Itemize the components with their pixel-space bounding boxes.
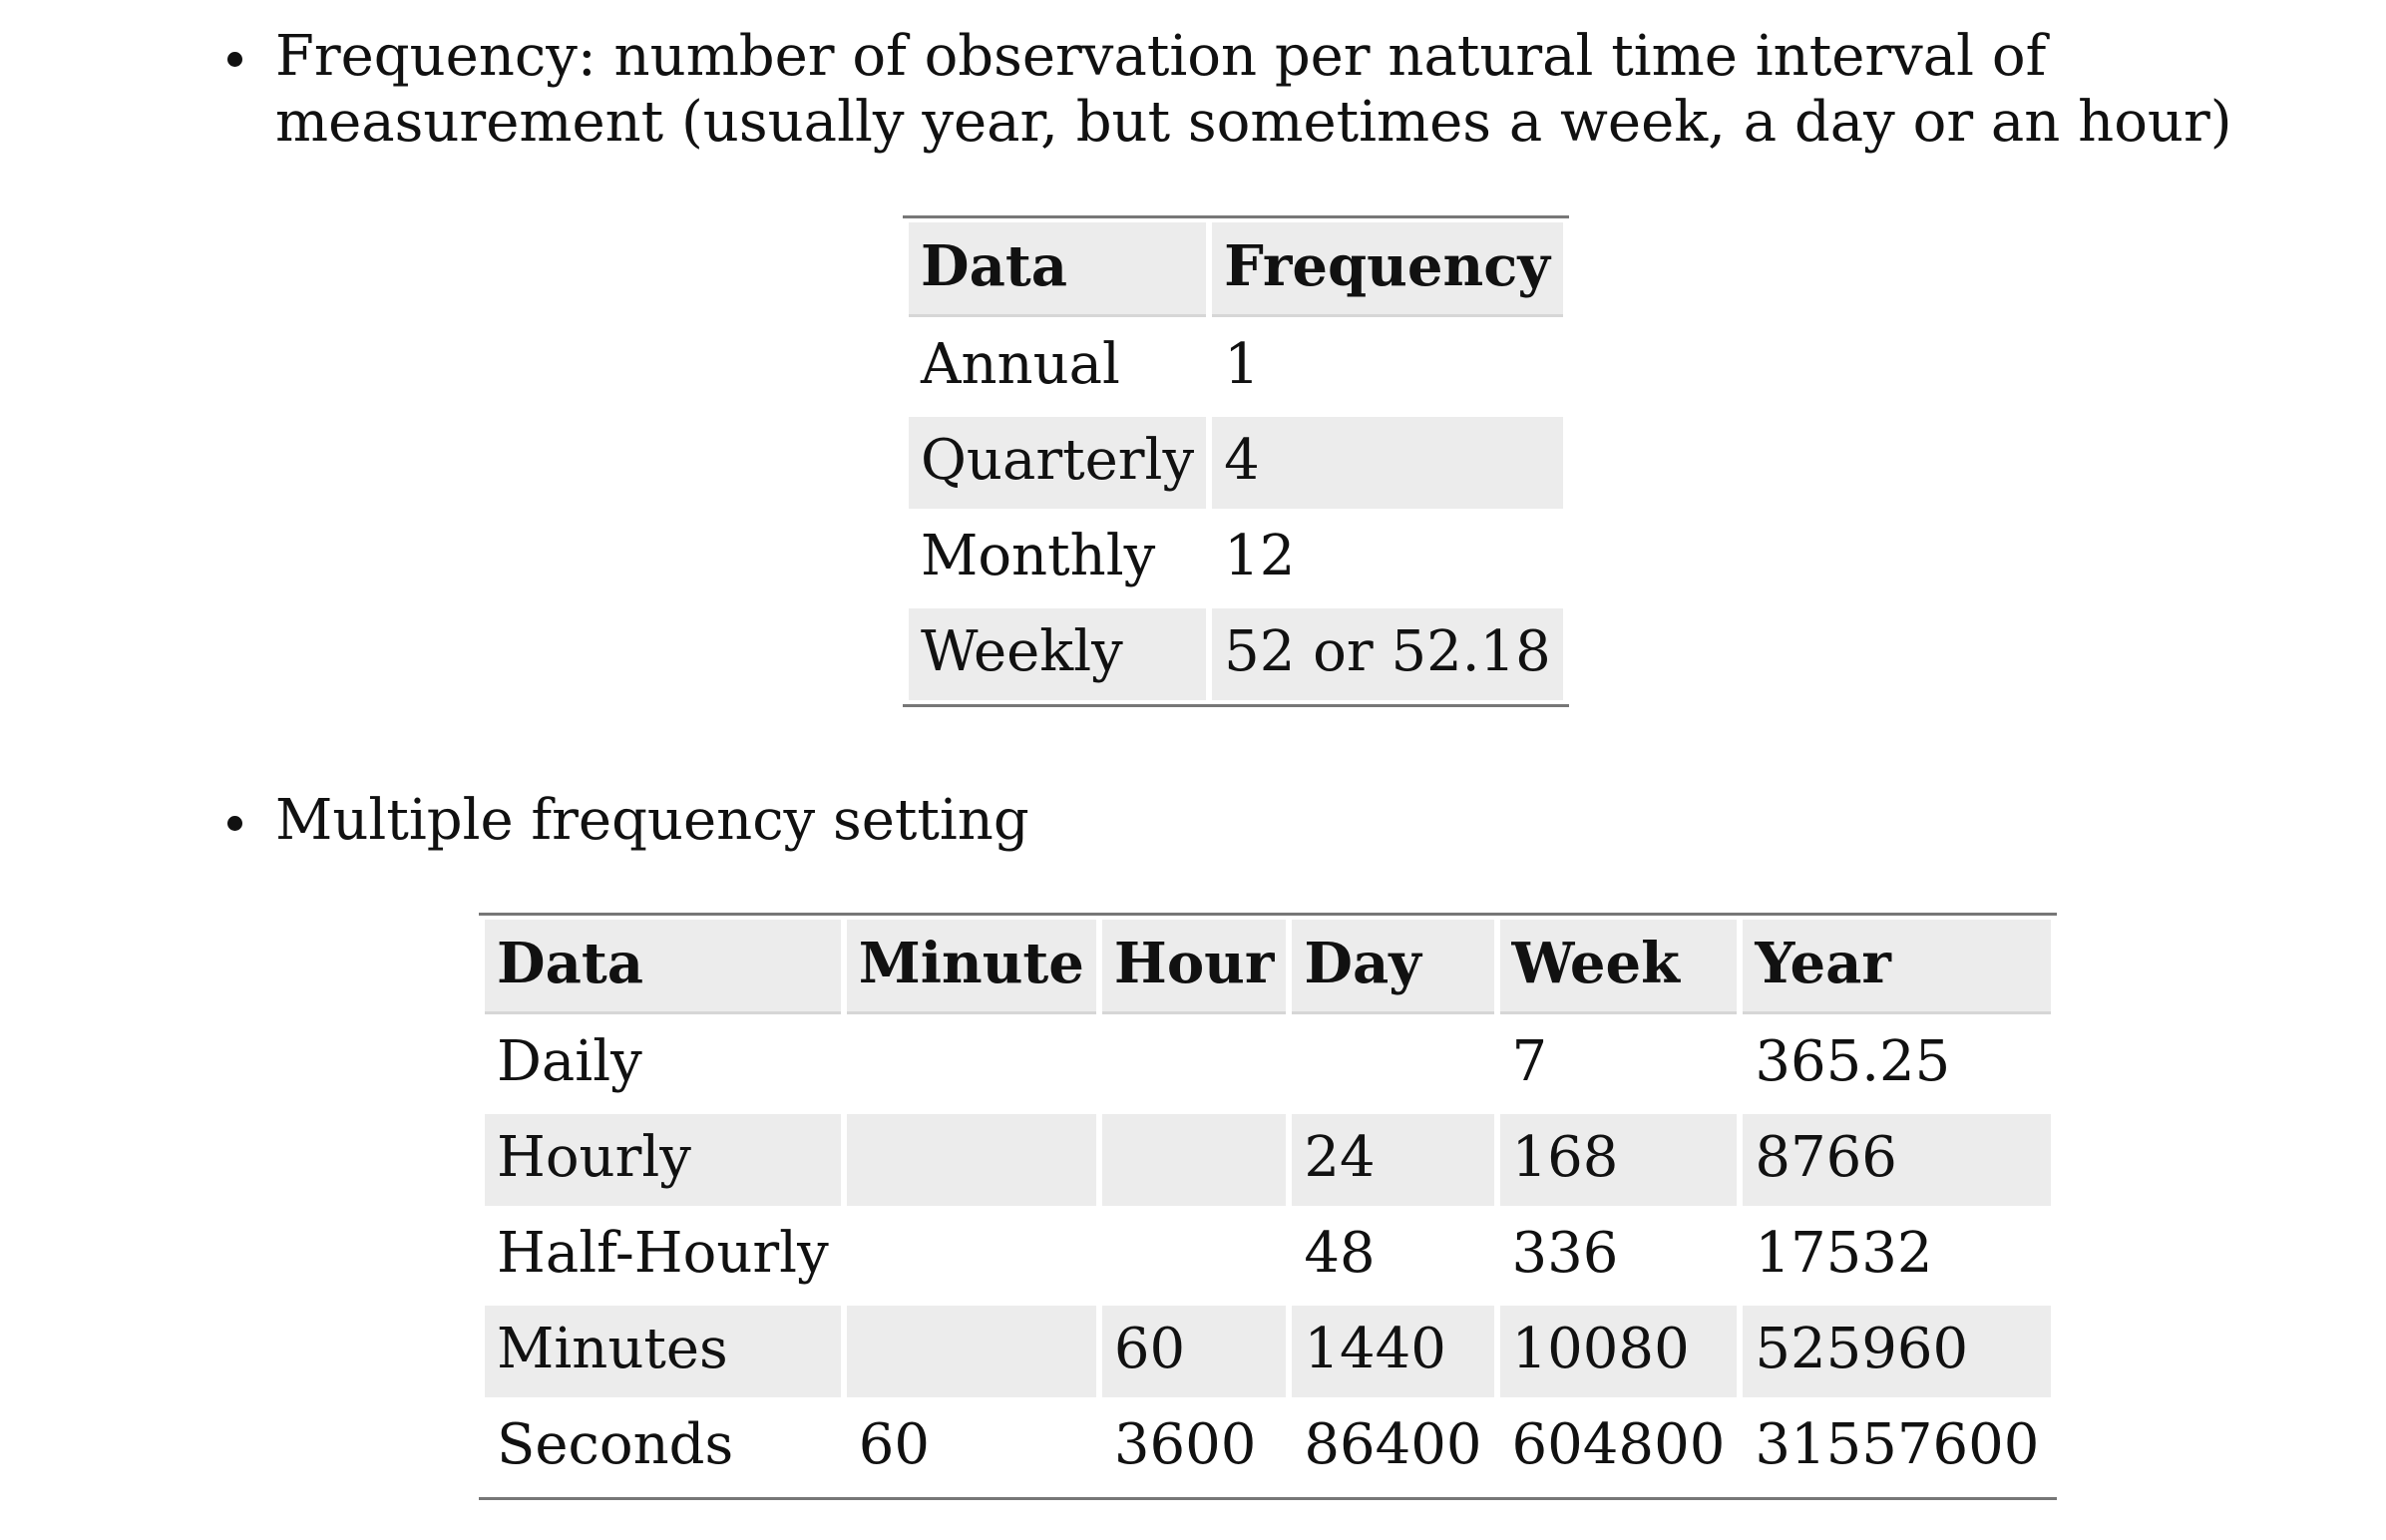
- bullet-item-frequency: [227, 24, 2232, 156]
- bullet-dot: [227, 52, 242, 67]
- column-header-day: Day: [1292, 920, 1493, 1014]
- bullet-text: [275, 788, 1029, 854]
- table-cell: 8766: [1743, 1114, 2051, 1206]
- bullet-text-line: measurement (usually year, but sometimes a week, a day or an hour): [275, 90, 2232, 155]
- bullet-text: [275, 24, 2232, 156]
- column-header-week: Week: [1500, 920, 1738, 1014]
- table-row: [909, 513, 1563, 604]
- table-cell: 31557600: [1755, 1412, 2040, 1477]
- table-cell: 60: [1102, 1306, 1286, 1397]
- table-cell: 3600: [1113, 1412, 1257, 1477]
- table-cell: [1292, 1018, 1493, 1110]
- frequency-table: [903, 215, 1569, 707]
- table-cell: Weekly: [909, 608, 1206, 700]
- table-cell: 604800: [1511, 1412, 1726, 1477]
- table-cell: 1: [1224, 332, 1260, 397]
- table-row: [485, 1018, 2051, 1110]
- table-cell: 4: [1212, 417, 1563, 509]
- table-cell: 7: [1511, 1029, 1548, 1094]
- table-cell: Minutes: [485, 1306, 841, 1397]
- table-row: [485, 1114, 2051, 1206]
- multiple-frequency-table: [479, 913, 2057, 1500]
- table-cell: [847, 1306, 1096, 1397]
- table-cell: 1440: [1292, 1306, 1493, 1397]
- table-cell: Half-Hourly: [497, 1221, 829, 1286]
- table-row: [485, 1210, 2051, 1302]
- table-cell: Annual: [921, 332, 1120, 397]
- column-header-data: Data: [909, 222, 1206, 317]
- table-cell: 336: [1511, 1221, 1619, 1286]
- table-cell: [1102, 1114, 1286, 1206]
- column-header-frequency: Frequency: [1212, 222, 1563, 317]
- table-cell: Hourly: [485, 1114, 841, 1206]
- column-header-year: Year: [1743, 920, 2051, 1014]
- table-cell: 52 or 52.18: [1212, 608, 1563, 700]
- table-cell: 168: [1500, 1114, 1738, 1206]
- table-cell: 525960: [1743, 1306, 2051, 1397]
- table-cell: Seconds: [497, 1412, 734, 1477]
- table-cell: Monthly: [921, 524, 1156, 588]
- table-cell: 10080: [1500, 1306, 1738, 1397]
- column-header-hour: Hour: [1102, 920, 1286, 1014]
- bullet-text-line: Multiple frequency setting: [275, 788, 1029, 853]
- table-cell: [847, 1114, 1096, 1206]
- table-cell: 86400: [1304, 1412, 1482, 1477]
- table-cell: [847, 1018, 1096, 1110]
- bullet-item-multiple-frequency: [227, 788, 1029, 854]
- table-cell: 60: [858, 1412, 930, 1477]
- table-cell: Daily: [497, 1029, 642, 1094]
- table-row: [909, 321, 1563, 413]
- table-cell: 17532: [1755, 1221, 1933, 1286]
- table-cell: 48: [1304, 1221, 1376, 1286]
- table-row: [485, 1306, 2051, 1397]
- table-header-row: [909, 222, 1563, 317]
- bullet-dot: [227, 816, 242, 831]
- column-header-minute: Minute: [847, 920, 1096, 1014]
- table-header-row: [485, 920, 2051, 1014]
- table-cell: Quarterly: [909, 417, 1206, 509]
- table-cell: 24: [1292, 1114, 1493, 1206]
- table-row: [909, 417, 1563, 509]
- table-cell: [1102, 1210, 1286, 1302]
- table-cell: 12: [1224, 524, 1296, 588]
- bullet-text-line: Frequency: number of observation per natural time interval of: [275, 24, 2047, 89]
- table-cell: [1102, 1018, 1286, 1110]
- table-row: [909, 608, 1563, 700]
- column-header-data: Data: [485, 920, 841, 1014]
- table-row: [485, 1401, 2051, 1493]
- table-cell: [847, 1210, 1096, 1302]
- table-cell: 365.25: [1755, 1029, 1951, 1094]
